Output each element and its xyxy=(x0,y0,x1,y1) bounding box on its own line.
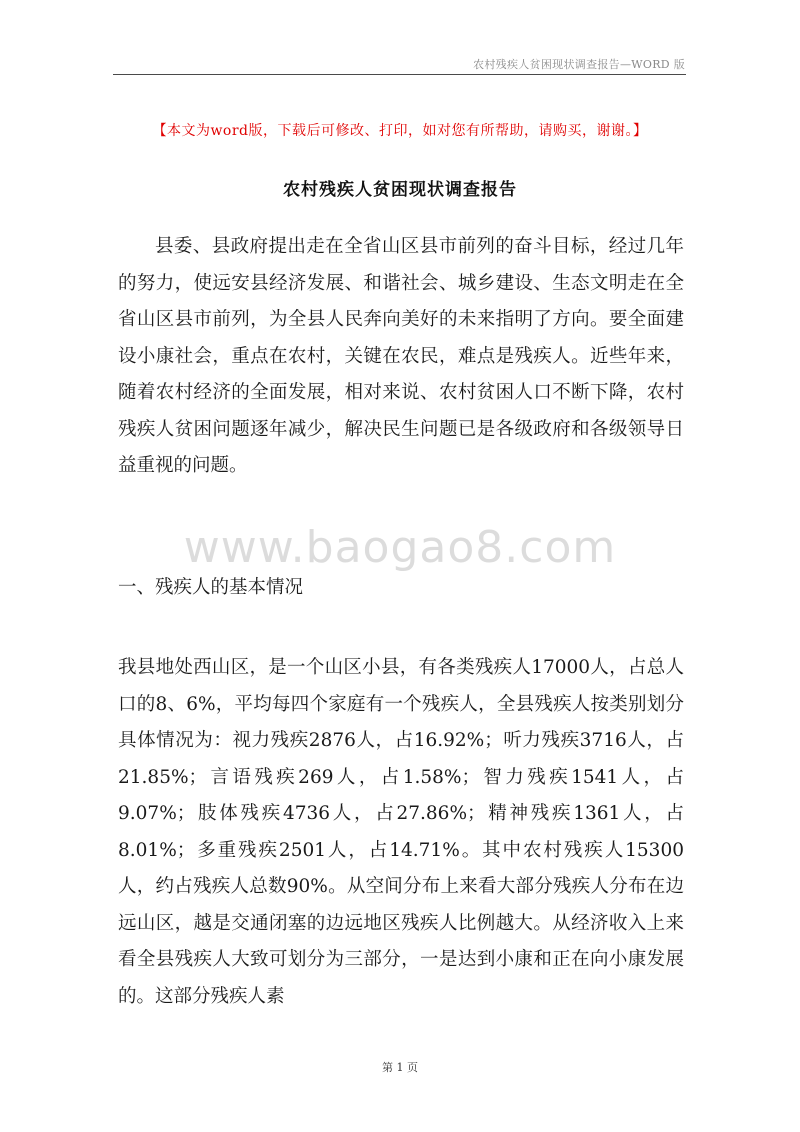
download-notice: 【本文为word版，下载后可修改、打印，如对您有所帮助，请购买，谢谢。】 xyxy=(152,123,648,139)
intro-paragraph: 县委、县政府提出走在全省山区县市前列的奋斗目标，经过几年的努力，使远安县经济发展、和谐社会、城乡建设、生态文明走在全省山区县市前列，为全县人民奔向美好的未来指明了方向。要全面建设小康社会，重点在农村，关键在农民，难点是残疾人。近些年来，随着农村经济的全面发展，相对来说、农村贫困人口不断下降，农村残疾人贫困问题逐年减少，解决民生问题已是各级政府和各级领导日益重视的问题。 xyxy=(118,236,684,476)
section-paragraph: 我县地处西山区，是一个山区小县，有各类残疾人17000人，占总人口的8、6%，平均每四个家庭有一个残疾人，全县残疾人按类别划分具体情况为：视力残疾2876人，占16.92%；听力残疾3716人，占21.85%；言语残疾269人，占1.58%；智力残疾1541人，占9.07%；肢体残疾4736人，占27.86%；精神残疾1361人，占8.01%；多重残疾2501人，占14.71%。其中农村残疾人15300人，约占残疾人总数90%。从空间分布上来看大部分残疾人分布在边远山区，越是交通闭塞的边远地区残疾人比例越大。从经济收入上来看全县残疾人大致可划分为三部分，一是达到小康和正在向小康发展的。这部分残疾人素 xyxy=(118,657,684,1007)
running-header: 农村残疾人贫困现状调查报告—WORD 版 xyxy=(473,58,685,71)
watermark: www.baogao8.com xyxy=(183,522,617,573)
header-divider xyxy=(113,74,686,75)
document-title: 农村残疾人贫困现状调查报告 xyxy=(283,180,517,200)
section-heading-basic-situation: 一、残疾人的基本情况 xyxy=(118,577,304,598)
page-number: 第 1 页 xyxy=(382,1061,418,1074)
